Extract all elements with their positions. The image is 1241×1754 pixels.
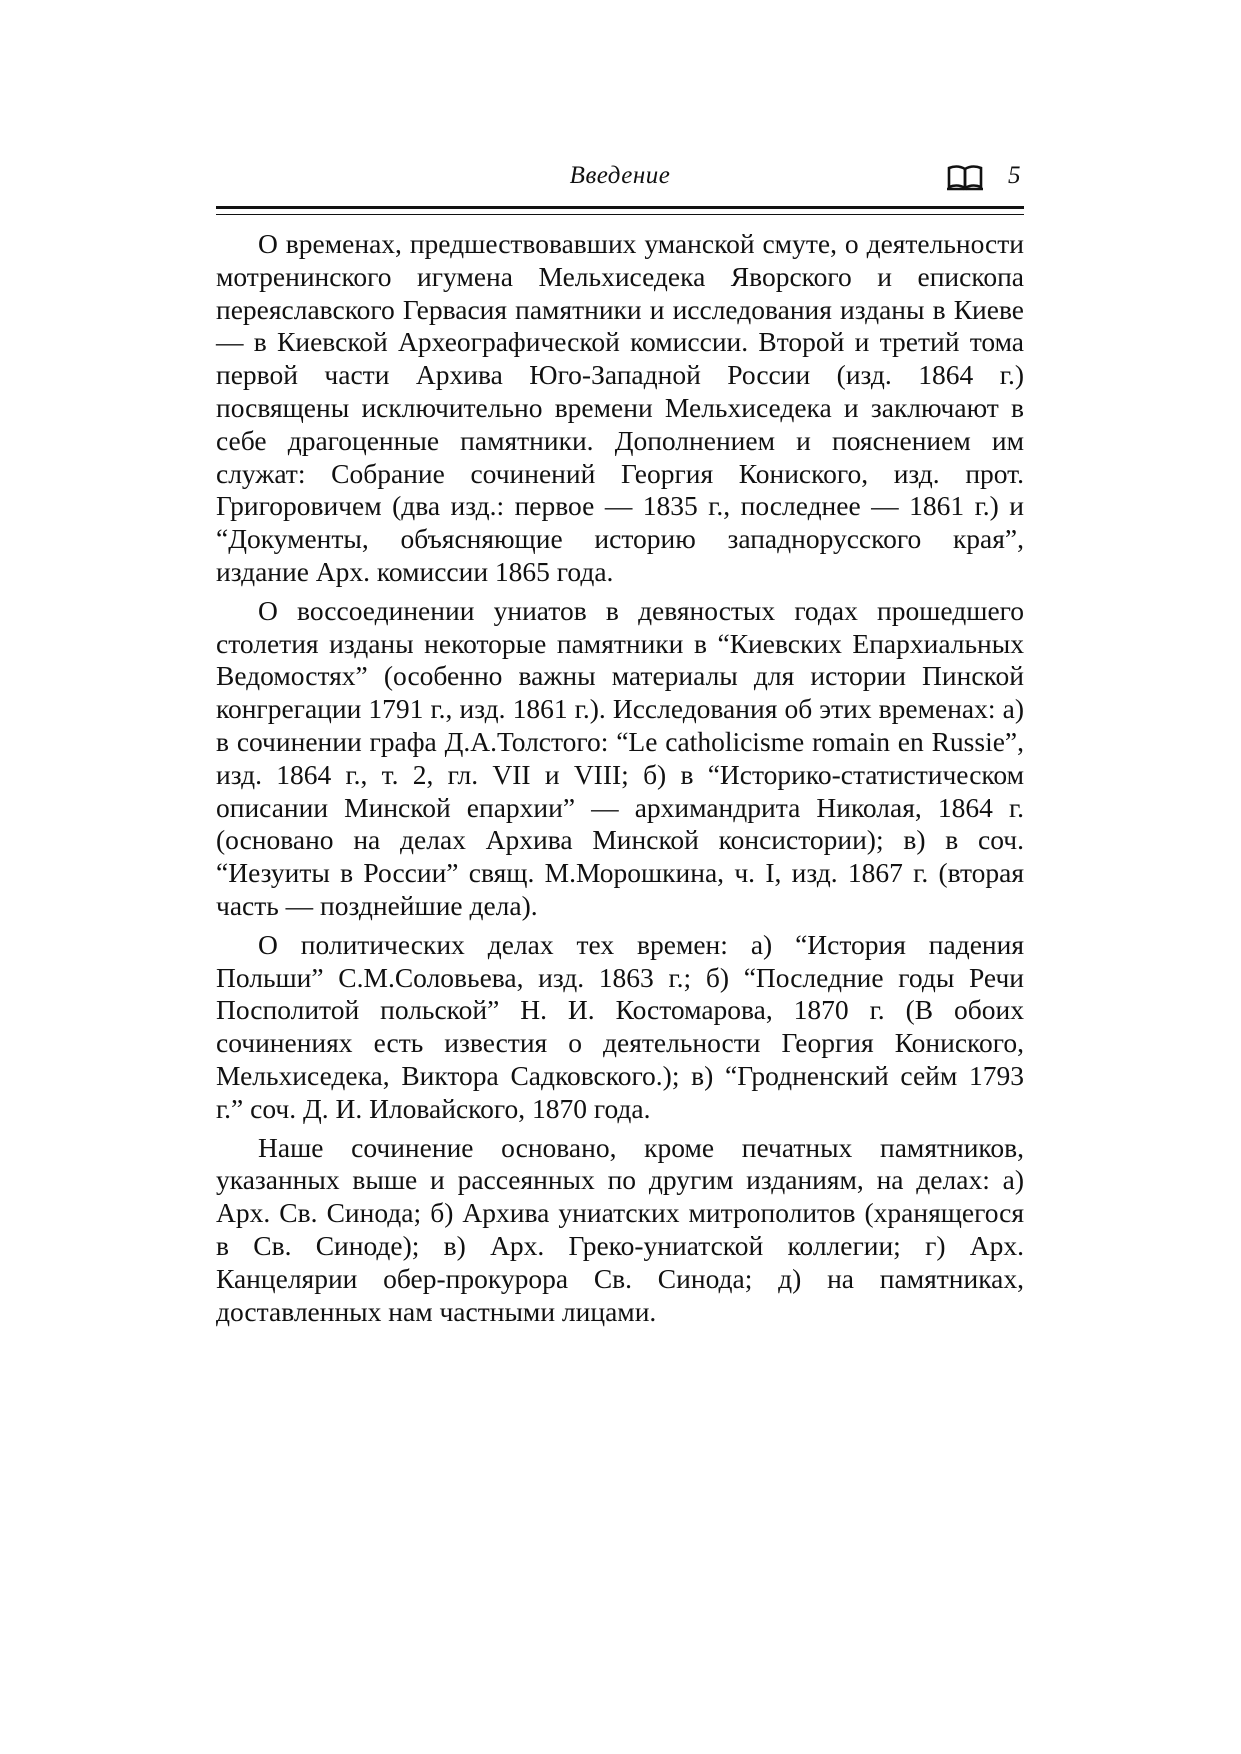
running-head (216, 156, 1024, 200)
paragraph-2: О воссоединении униатов в девяностых годах прошедшего столетия изданы некоторые памятники в “Киевских Епархиальных Ведомостях” (особенно важны материалы для истории Пинской конгрегации 1791 г., изд. 1861 г.). Исследования об этих временах: а) в сочинении графа Д.А.Толстого: “Le catholicisme romain en Russie”, изд. 1864 г., т. 2, гл. VII и VIII; б) в “Историко-статистическом описании Минской епархии” — архимандрита Николая, 1864 г. (основано на делах Архива Минской консистории); в) в соч. “Иезуиты в России” свящ. М.Морошкина, ч. I, изд. 1867 г. (вторая часть — позднейшие дела). (216, 594, 1024, 921)
body-text (216, 228, 1024, 1334)
paragraph-3: О политических делах тех времен: а) “История падения Польши” С.М.Соловьева, изд. 1863 г.; б) “Последние годы Речи Посполитой польской” Н. И. Костомарова, 1870 г. (В обоих сочинениях есть известия о деятельности Георгия Кониского, Мельхиседека, Виктора Садковского.); в) “Гродненский сейм 1793 г.” соч. Д. И. Иловайского, 1870 года. (216, 928, 1024, 1124)
page-number: 5 (1008, 162, 1021, 189)
open-book-icon (946, 164, 984, 192)
header-rule (216, 204, 1024, 220)
header-rule-thick (216, 206, 1024, 209)
paragraph-4: Наше сочинение основано, кроме печатных памятников, указанных выше и рассеянных по другим изданиям, на делах: а) Арх. Св. Синода; б) Архива униатских митрополитов (хранящегося в Св. Синоде); в) Арх. Греко-униатской коллегии; г) Арх. Канцелярии обер-прокурора Св. Синода; д) на памятниках, доставленных нам частными лицами. (216, 1131, 1024, 1327)
paragraph-1: О временах, предшествовавших уманской смуте, о деятельности мотренинского игумена Мельхиседека Яворского и епископа переяславского Гервасия памятники и исследования изданы в Киеве — в Киевской Археографической комиссии. Второй и третий тома первой части Архива Юго-Западной России (изд. 1864 г.) посвящены исключительно времени Мельхиседека и заключают в себе драгоценные памятники. Дополнением и пояснением им служат: Собрание сочинений Георгия Кониского, изд. прот. Григоровичем (два изд.: первое — 1835 г., последнее — 1861 г.) и “Документы, объясняющие историю западнорусского края”, издание Арх. комиссии 1865 года. (216, 228, 1024, 587)
header-rule-thin (216, 214, 1024, 215)
running-title: Введение (569, 162, 671, 189)
